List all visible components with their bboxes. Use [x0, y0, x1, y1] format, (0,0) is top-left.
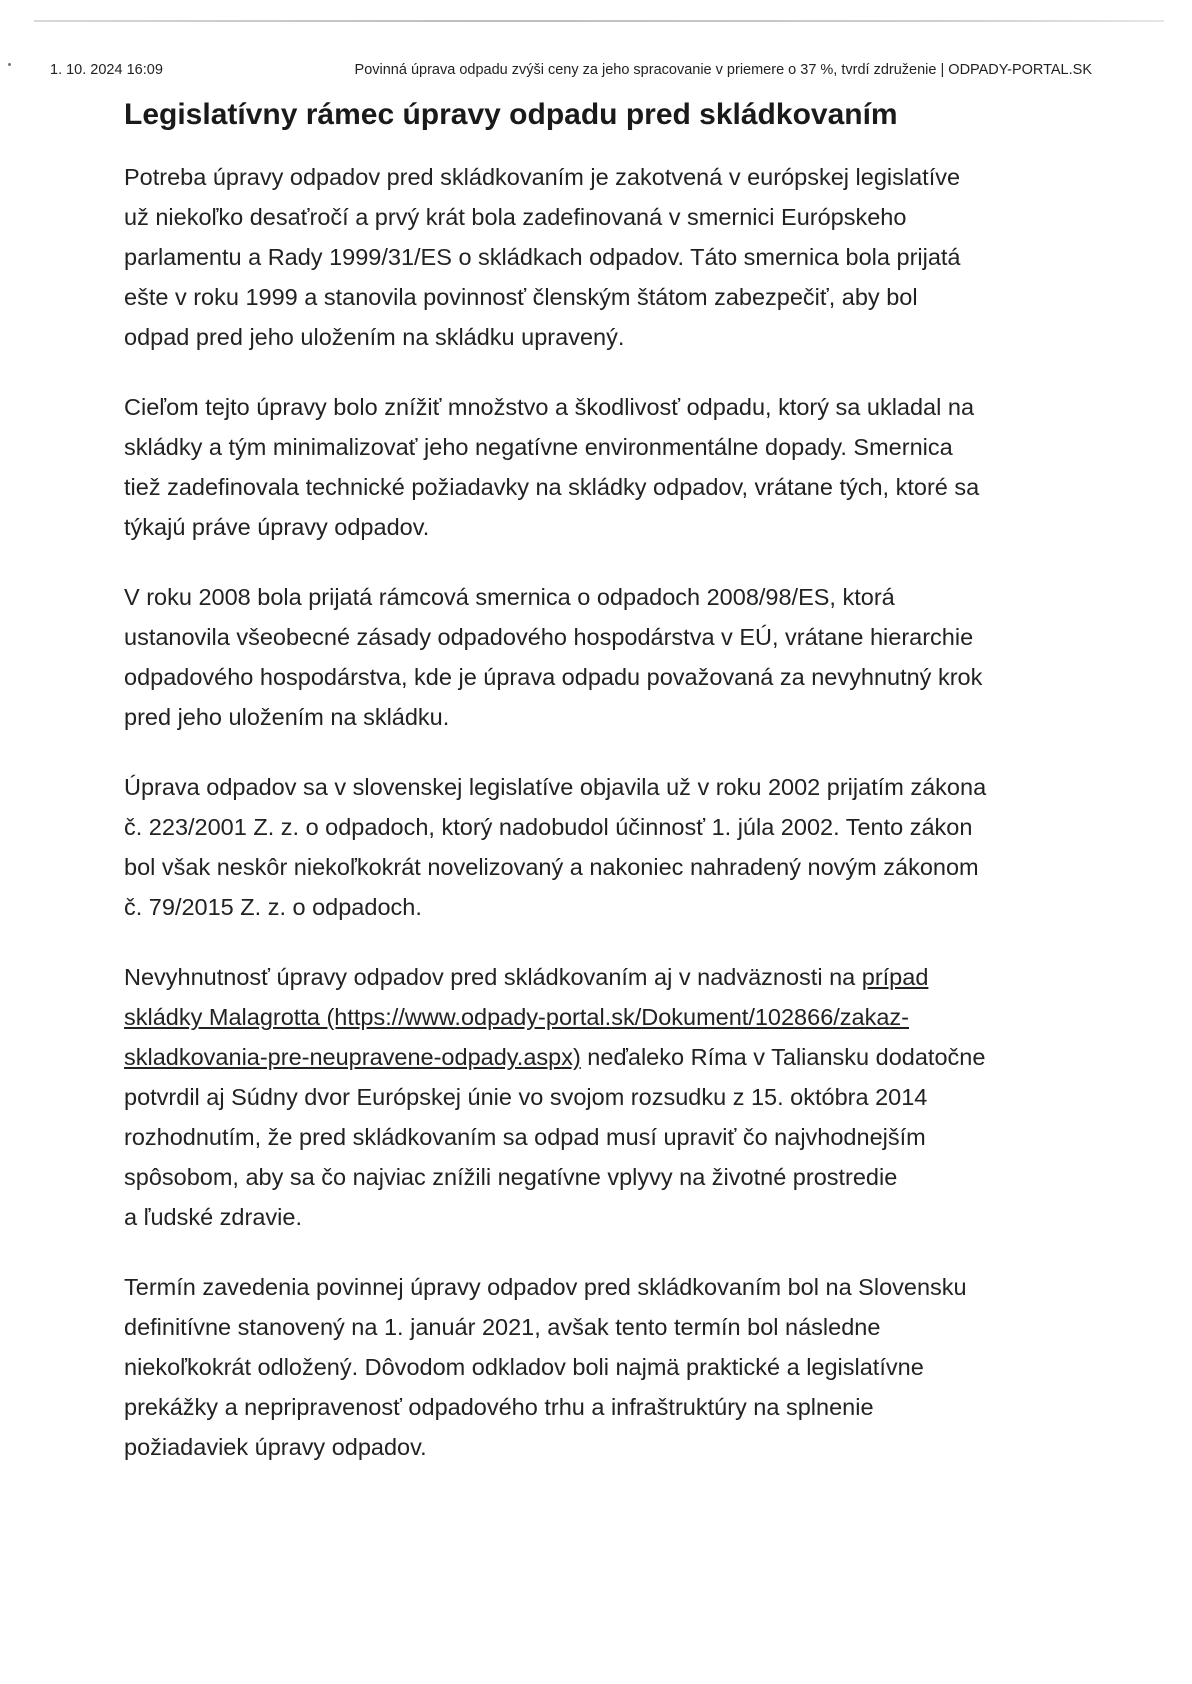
text-line: týkajú práve úpravy odpadov.	[124, 514, 430, 540]
text-line: rozhodnutím, že pred skládkovaním sa odpad musí upraviť čo najvhodnejším	[124, 1124, 926, 1150]
scan-top-edge	[34, 20, 1164, 22]
text-line: Potreba úpravy odpadov pred skládkovaním je zakotvená v európskej legislatíve	[124, 164, 961, 190]
text-line	[124, 957, 1084, 997]
article-body	[124, 90, 1084, 1497]
print-header	[50, 61, 1092, 79]
text-line: požiadaviek úpravy odpadov.	[124, 1434, 427, 1460]
malagrotta-link[interactable]: prípad	[861, 964, 929, 990]
paragraph-deadline	[124, 1267, 1084, 1467]
paragraph-framework-directive-2008	[124, 577, 1084, 737]
text-line: Cieľom tejto úpravy bolo znížiť množstvo a škodlivosť odpadu, ktorý sa ukladal na	[124, 394, 975, 420]
paragraph-eu-directive-1999	[124, 157, 1084, 357]
print-date: 1. 10. 2024 16:09	[50, 62, 163, 78]
malagrotta-link[interactable]: skladkovania-pre-neupravene-odpady.aspx)	[124, 1044, 581, 1070]
text-line: prekážky a nepripravenosť odpadového trhu a infraštruktúry na splnenie	[124, 1394, 874, 1420]
malagrotta-link[interactable]: skládky Malagrotta (https://www.odpady-portal.sk/Dokument/102866/zakaz-	[124, 1004, 910, 1030]
text-line: potvrdil aj Súdny dvor Európskej únie vo svojom rozsudku z 15. októbra 2014	[124, 1084, 928, 1110]
text-line: odpad pred jeho uložením na skládku upravený.	[124, 324, 625, 350]
text-line	[124, 1037, 1084, 1077]
text-line: bol však neskôr niekoľkokrát novelizovaný a nakoniec nahradený novým zákonom	[124, 854, 979, 880]
text-line: ustanovila všeobecné zásady odpadového hospodárstva v EÚ, vrátane hierarchie	[124, 624, 974, 650]
text-line: ešte v roku 1999 a stanovila povinnosť členským štátom zabezpečiť, aby bol	[124, 284, 918, 310]
text-line: tiež zadefinovala technické požiadavky na skládky odpadov, vrátane tých, ktoré sa	[124, 474, 980, 500]
text-line: parlamentu a Rady 1999/31/ES o skládkach odpadov. Táto smernica bola prijatá	[124, 244, 961, 270]
text-line: Úprava odpadov sa v slovenskej legislatíve objavila už v roku 2002 prijatím zákona	[124, 774, 987, 800]
paragraph-directive-goal	[124, 387, 1084, 547]
text-line: č. 223/2001 Z. z. o odpadoch, ktorý nadobudol účinnosť 1. júla 2002. Tento zákon	[124, 814, 973, 840]
text-line: V roku 2008 bola prijatá rámcová smernica o odpadoch 2008/98/ES, ktorá	[124, 584, 895, 610]
section-heading: Legislatívny rámec úpravy odpadu pred skládkovaním	[124, 98, 898, 131]
text-line: definitívne stanovený na 1. január 2021, avšak tento termín bol následne	[124, 1314, 881, 1340]
scan-artifact-dot	[8, 63, 11, 66]
text-line: niekoľkokrát odložený. Dôvodom odkladov boli najmä praktické a legislatívne	[124, 1354, 924, 1380]
text-line: pred jeho uložením na skládku.	[124, 704, 450, 730]
text-line: Termín zavedenia povinnej úpravy odpadov pred skládkovaním bol na Slovensku	[124, 1274, 967, 1300]
paragraph-slovak-legislation	[124, 767, 1084, 927]
text-line: č. 79/2015 Z. z. o odpadoch.	[124, 894, 422, 920]
text-line: a ľudské zdravie.	[124, 1204, 302, 1230]
text-line: odpadového hospodárstva, kde je úprava odpadu považovaná za nevyhnutný krok	[124, 664, 983, 690]
print-page-title: Povinná úprava odpadu zvýši ceny za jeho spracovanie v priemere o 37 %, tvrdí združenie | ODPADY-PORTAL.SK	[354, 62, 1092, 78]
text-line: spôsobom, aby sa čo najviac znížili negatívne vplyvy na životné prostredie	[124, 1164, 898, 1190]
text-segment: neďaleko Ríma v Taliansku dodatočne	[580, 1044, 986, 1070]
paragraph-malagrotta-case	[124, 957, 1084, 1237]
text-line: už niekoľko desaťročí a prvý krát bola zadefinovaná v smernici Európskeho	[124, 204, 907, 230]
text-line	[124, 997, 1084, 1037]
text-line: skládky a tým minimalizovať jeho negatívne environmentálne dopady. Smernica	[124, 434, 953, 460]
text-segment: Nevyhnutnosť úpravy odpadov pred skládkovaním aj v nadväznosti na	[124, 964, 862, 990]
